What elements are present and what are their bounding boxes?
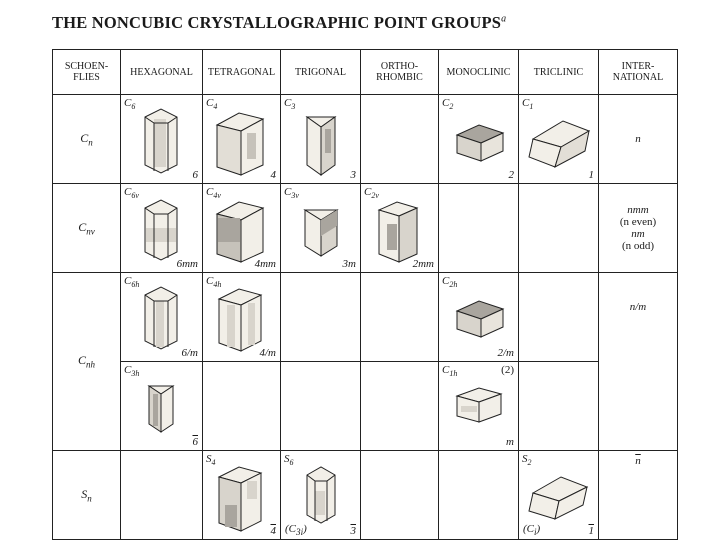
trigonal-prism-icon <box>281 95 361 183</box>
cell-monoclinic-empty <box>439 184 519 273</box>
intl-cn: n <box>599 95 678 184</box>
cell-tetragonal-empty <box>203 362 281 451</box>
cell-s6: $S_6$ $(C_{3i})$ 3 <box>281 451 361 540</box>
cell-triclinic-empty <box>519 362 599 451</box>
row-label-cnh: $C_{nh}$ <box>53 273 121 451</box>
cell-c2h: $C_{2h}$ 2/m <box>439 273 519 362</box>
page-title: THE NONCUBIC CRYSTALLOGRAPHIC POINT GROUPS$^a$ <box>52 13 507 32</box>
cell-c6h: $C_{6h}$ 6/m <box>121 273 203 362</box>
cell-c4v: $C_{4v}$ 4mm <box>203 184 281 273</box>
header-monoclinic: MONOCLINIC <box>439 50 519 95</box>
cell-hexagonal-empty <box>121 451 203 540</box>
row-label-cnv: $C_{nv}$ <box>53 184 121 273</box>
row-cnv <box>53 184 678 273</box>
cell-c2v: $C_{2v}$ 2mm <box>361 184 439 273</box>
header-row <box>53 50 678 95</box>
cell-trigonal-empty <box>281 362 361 451</box>
cell-orthorhombic-empty <box>361 273 439 362</box>
cell-triclinic-empty <box>519 273 599 362</box>
row-sn <box>53 451 678 540</box>
triclinic-prism-icon <box>519 95 599 183</box>
header-trigonal: TRIGONAL <box>281 50 361 95</box>
cell-c4: $C_4$ 4 <box>203 95 281 184</box>
cell-c6v: $C_{6v}$ 6mm <box>121 184 203 273</box>
row-label-cn: $C_n$ <box>53 95 121 184</box>
cell-orthorhombic-empty <box>361 362 439 451</box>
tetragonal-prism-icon <box>203 95 281 183</box>
cell-c1h: $C_{1h}$ (2) m <box>439 362 519 451</box>
cell-c2: $C_2$ 2 <box>439 95 519 184</box>
cell-c3v: $C_{3v}$ 3m <box>281 184 361 273</box>
cell-trigonal-empty <box>281 273 361 362</box>
cell-c6: $C_6$ 6 <box>121 95 203 184</box>
hexagonal-prism-icon <box>121 95 203 183</box>
intl-cnh: n/m <box>599 273 678 451</box>
header-hexagonal: HEXAGONAL <box>121 50 203 95</box>
header-orthorhombic: ORTHO- RHOMBIC <box>361 50 439 95</box>
intl-cnv: nmm (n even) nm (n odd) <box>599 184 678 273</box>
row-cnh-b <box>53 362 678 451</box>
cell-orthorhombic-empty <box>361 451 439 540</box>
row-cnh-a <box>53 273 678 362</box>
intl-sn: $\overline{n}$ <box>599 451 678 540</box>
cell-c1: $C_1$ 1 <box>519 95 599 184</box>
row-cn <box>53 95 678 184</box>
monoclinic-prism-icon <box>439 95 519 183</box>
point-groups-table <box>52 49 678 540</box>
cell-orthorhombic-empty <box>361 95 439 184</box>
tetragonal-prism-icon <box>203 451 281 539</box>
row-label-sn: $S_n$ <box>53 451 121 540</box>
cell-c3h: $C_{3h}$ 6 <box>121 362 203 451</box>
cell-monoclinic-empty <box>439 451 519 540</box>
cell-c4h: $C_{4h}$ 4/m <box>203 273 281 362</box>
cell-triclinic-empty <box>519 184 599 273</box>
cell-s4: $S_4$ 4 <box>203 451 281 540</box>
header-international: INTER- NATIONAL <box>599 50 678 95</box>
trigonal-prism-icon <box>121 362 203 450</box>
header-schoenflies: SCHOEN- FLIES <box>53 50 121 95</box>
header-tetragonal: TETRAGONAL <box>203 50 281 95</box>
header-triclinic: TRICLINIC <box>519 50 599 95</box>
cell-c3: $C_3$ 3 <box>281 95 361 184</box>
cell-s2: $S_2$ $(C_i)$ 1 <box>519 451 599 540</box>
